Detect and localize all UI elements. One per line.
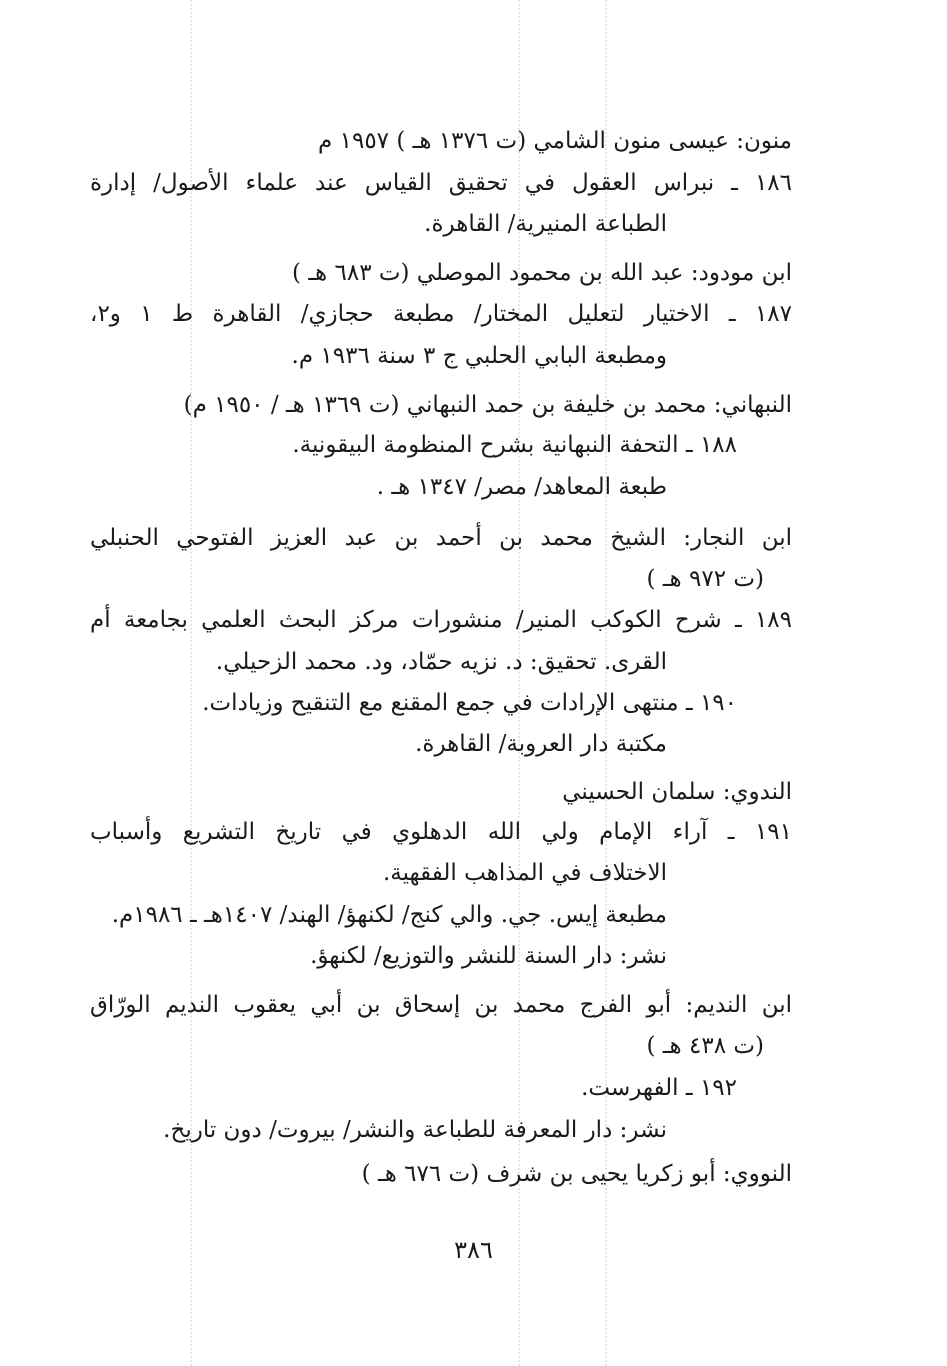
author-heading-nabhani: النبهاني: محمد بن خليفة بن حمد النبهاني (ت ١٣٦٩ هـ / ١٩٥٠ م): [183, 392, 792, 418]
entry-190-line-2: مكتبة دار العروبة/ القاهرة.: [415, 731, 667, 757]
entry-188-line-1: ١٨٨ ـ التحفة النبهانية بشرح المنظومة البيقونية.: [292, 432, 737, 458]
entry-186-line-1: ١٨٦ ـ نبراس العقول في تحقيق القياس عند علماء الأصول/ إدارة: [90, 170, 792, 196]
entry-191-line-4: نشر: دار السنة للنشر والتوزيع/ لكنهؤ.: [310, 943, 667, 969]
entry-187-line-1: ١٨٧ ـ الاختيار لتعليل المختار/ مطبعة حجازي/ القاهرة ط ١ و٢،: [90, 301, 792, 327]
entry-190-line-1: ١٩٠ ـ منتهى الإرادات في جمع المقنع مع التنقيح وزيادات.: [202, 690, 737, 716]
author-heading-ibn-najjar-death: (ت ٩٧٢ هـ ): [646, 566, 764, 592]
entry-191-line-3: مطبعة إيس. جي. والي كنج/ لكنهؤ/ الهند/ ١٤٠٧هـ ـ ١٩٨٦م.: [111, 902, 667, 928]
scan-dots-left: [190, 0, 192, 1366]
entry-188-line-2: طبعة المعاهد/ مصر/ ١٣٤٧ هـ .: [376, 474, 667, 500]
author-heading-ibn-najjar: ابن النجار: الشيخ محمد بن أحمد بن عبد العزيز الفتوحي الحنبلي: [90, 525, 792, 551]
author-heading-ibn-nadim-death: (ت ٤٣٨ هـ ): [646, 1033, 764, 1059]
entry-192-line-2: نشر: دار المعرفة للطباعة والنشر/ بيروت/ دون تاريخ.: [163, 1117, 667, 1143]
entry-186-line-2: الطباعة المنيرية/ القاهرة.: [424, 211, 667, 237]
author-heading-ibn-mawdud: ابن مودود: عبد الله بن محمود الموصلي (ت ٦٨٣ هـ ): [292, 260, 792, 286]
entry-191-line-1: ١٩١ ـ آراء الإمام ولي الله الدهلوي في تاريخ التشريع وأسباب: [90, 819, 792, 845]
entry-192-line-1: ١٩٢ ـ الفهرست.: [581, 1075, 737, 1101]
entry-187-line-2: ومطبعة البابي الحلبي ج ٣ سنة ١٩٣٦ م.: [291, 343, 667, 369]
entry-189-line-2: القرى. تحقيق: د. نزيه حمّاد، ود. محمد الزحيلي.: [215, 649, 667, 675]
author-heading-ibn-nadim: ابن النديم: أبو الفرج محمد بن إسحاق بن أبي يعقوب النديم الورّاق: [90, 992, 792, 1018]
entry-191-line-2: الاختلاف في المذاهب الفقهية.: [382, 860, 667, 886]
author-heading-manoon: منون: عيسى منون الشامي (ت ١٣٧٦ هـ ) ١٩٥٧ م: [318, 128, 792, 154]
page-number: ٣٨٦: [454, 1236, 493, 1264]
author-heading-nawawi: النووي: أبو زكريا يحيى بن شرف (ت ٦٧٦ هـ ): [361, 1161, 792, 1187]
author-heading-nadwi: الندوي: سلمان الحسيني: [562, 779, 792, 805]
entry-189-line-1: ١٨٩ ـ شرح الكوكب المنير/ منشورات مركز البحث العلمي بجامعة أم: [90, 607, 792, 633]
